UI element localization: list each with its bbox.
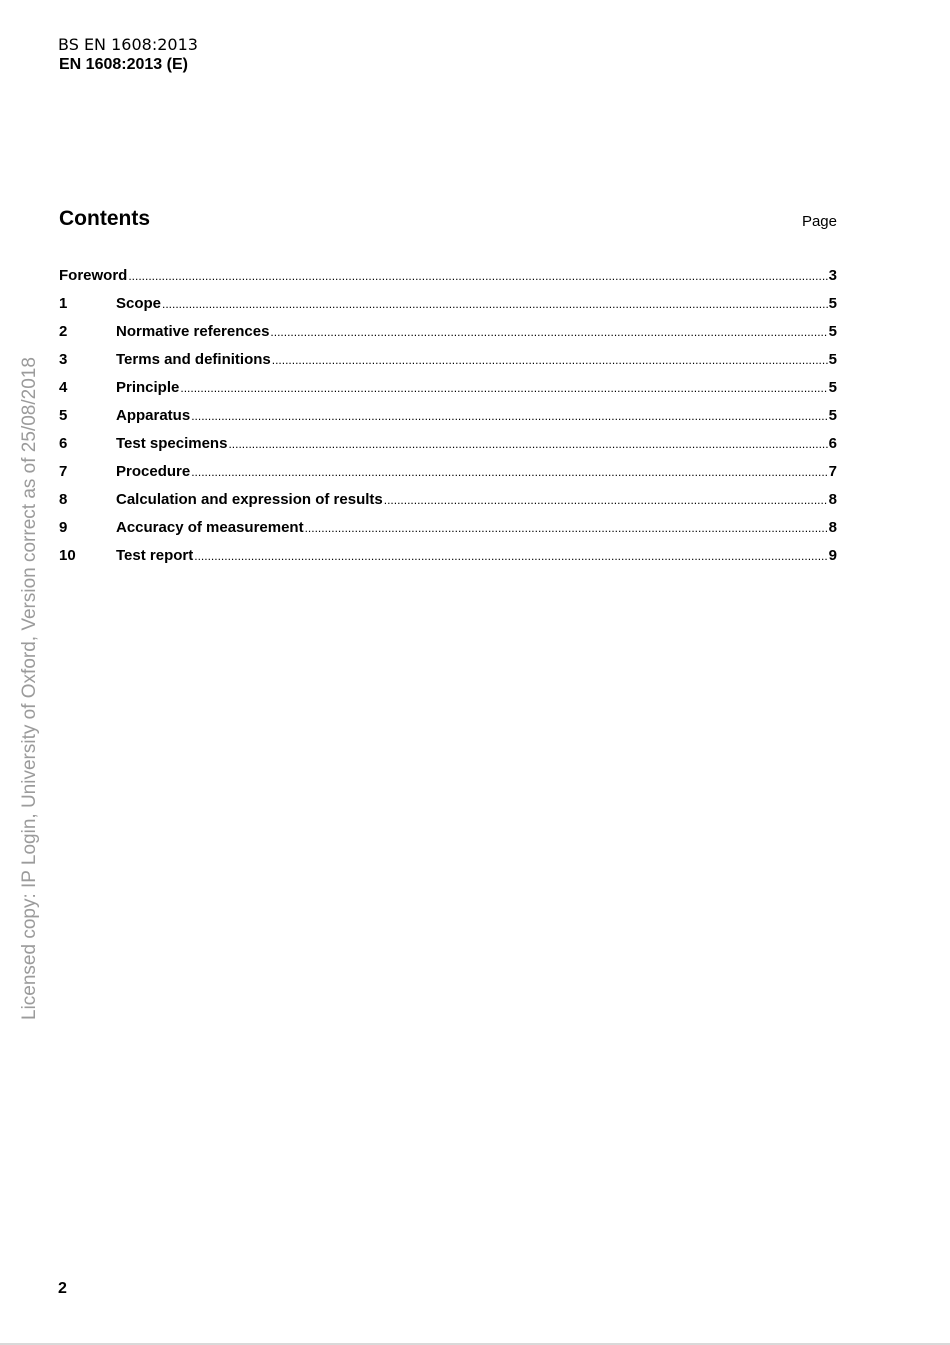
toc-dot-leader [270,322,827,342]
toc-entry-principle[interactable] [59,378,837,406]
toc-entry-number: 5 [59,407,68,424]
toc-dot-leader [191,406,827,426]
toc-dot-leader [180,378,827,398]
table-of-contents [59,266,837,574]
toc-entry-terms-and-definitions[interactable] [59,350,837,378]
toc-dot-leader [194,546,827,566]
toc-entry-page: 6 [828,435,837,452]
toc-entry-apparatus[interactable] [59,406,837,434]
toc-entry-title: Procedure [116,463,191,480]
toc-entry-number: 4 [59,379,68,396]
toc-entry-test-specimens[interactable] [59,434,837,462]
toc-entry-page: 9 [828,547,837,564]
toc-entry-procedure[interactable] [59,462,837,490]
toc-entry-page: 8 [828,519,837,536]
toc-dot-leader [128,266,827,286]
toc-entry-title: Scope [116,295,162,312]
toc-entry-page: 3 [828,267,837,284]
toc-dot-leader [191,462,827,482]
toc-entry-number: 2 [59,323,68,340]
toc-entry-accuracy-of-measurement[interactable] [59,518,837,546]
toc-entry-scope[interactable] [59,294,837,322]
toc-entry-title: Principle [116,379,180,396]
toc-dot-leader [228,434,827,454]
toc-entry-title: Foreword [59,267,128,284]
toc-entry-number: 8 [59,491,68,508]
toc-entry-page: 8 [828,491,837,508]
toc-entry-title: Normative references [116,323,270,340]
toc-entry-page: 5 [828,351,837,368]
toc-entry-number: 10 [59,547,76,564]
toc-entry-page: 5 [828,295,837,312]
toc-entry-foreword[interactable] [59,266,837,294]
toc-entry-title: Calculation and expression of results [116,491,383,508]
contents-heading: Contents [59,207,150,230]
toc-entry-page: 7 [828,463,837,480]
toc-dot-leader [162,294,828,314]
toc-dot-leader [272,350,828,370]
toc-entry-number: 7 [59,463,68,480]
toc-entry-test-report[interactable] [59,546,837,574]
toc-entry-title: Apparatus [116,407,191,424]
toc-dot-leader [384,490,828,510]
toc-entry-title: Test specimens [116,435,228,452]
toc-entry-calculation-and-expression-of-results[interactable] [59,490,837,518]
toc-entry-page: 5 [828,323,837,340]
toc-entry-number: 3 [59,351,68,368]
toc-entry-number: 6 [59,435,68,452]
toc-entry-number: 1 [59,295,68,312]
toc-dot-leader [305,518,828,538]
toc-entry-page: 5 [828,379,837,396]
page-column-label: Page [801,213,837,230]
toc-entry-title: Accuracy of measurement [116,519,304,536]
license-watermark: Licensed copy: IP Login, University of Oxford, Version correct as of 25/08/2018 [19,357,40,1020]
standard-reference-bs: BS EN 1608:2013 [58,35,198,54]
toc-entry-title: Terms and definitions [116,351,271,368]
toc-entry-page: 5 [828,407,837,424]
toc-entry-title: Test report [116,547,194,564]
page-number: 2 [58,1280,67,1297]
toc-entry-normative-references[interactable] [59,322,837,350]
toc-entry-number: 9 [59,519,68,536]
standard-reference-en: EN 1608:2013 (E) [59,56,188,73]
